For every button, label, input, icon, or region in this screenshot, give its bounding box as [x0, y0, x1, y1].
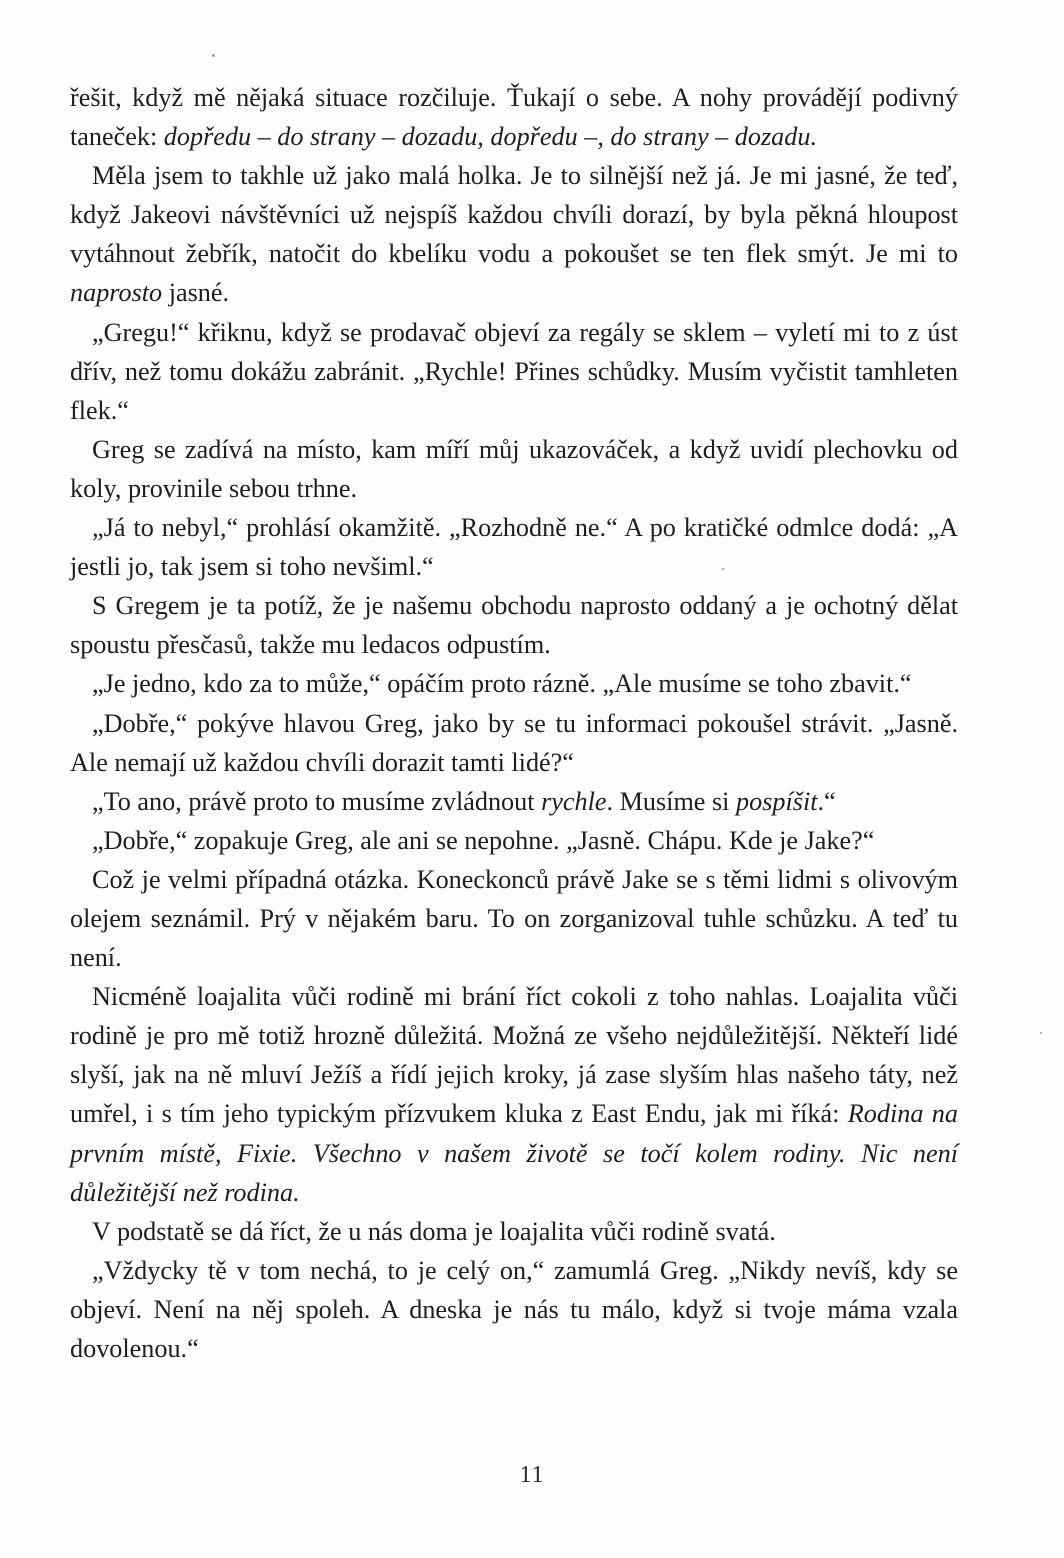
- text-run: „Já to nebyl,“ prohlásí okamžitě. „Rozhodně ne.“ A po kratičké odmlce dodá: „A jestli jo, tak jsem si toho nevšiml.“: [70, 513, 958, 582]
- text-run: „Gregu!“ křiknu, když se prodavač objeví za regály se sklem – vyletí mi to z úst dřív, než tomu dokážu zabránit. „Rychle! Přines schůdky. Musím vyčistit tamhleten flek.“: [70, 317, 958, 425]
- paragraph: [70, 1212, 958, 1251]
- paragraph: [70, 782, 958, 821]
- text-run: .“: [817, 786, 836, 816]
- paragraph: [70, 430, 958, 508]
- paragraph: [70, 508, 958, 586]
- paragraph: [70, 821, 958, 860]
- italic-text: Rodina na prvním místě, Fixie. Všechno v našem životě se točí kolem rodiny. Nic není důležitější než rodina.: [70, 1099, 958, 1207]
- paragraph: [70, 860, 958, 977]
- text-run: Nicméně loajalita vůči rodině mi brání říct cokoli z toho nahlas. Loajalita vůči rodině je pro mě totiž hrozně důležitá. Možná ze všeho nejdůležitější. Někteří lidé slyší, jak na ně mluví Ježíš a řídí jejich kroky, já zase slyším hlas našeho táty, než umřel, i s tím jeho typickým přízvukem kluka z East Endu, jak mi říká:: [70, 982, 958, 1129]
- text-run: S Gregem je ta potíž, že je našemu obchodu naprosto oddaný a je ochotný dělat spoustu přesčasů, takže mu ledacos odpustím.: [70, 591, 958, 660]
- text-run: V podstatě se dá říct, že u nás doma je loajalita vůči rodině svatá.: [92, 1216, 776, 1246]
- paragraph: [70, 313, 958, 430]
- paper-speck: [722, 568, 724, 570]
- text-run: jasné.: [162, 278, 230, 308]
- paragraph: [70, 586, 958, 664]
- text-run: „To ano, právě proto to musíme zvládnout: [92, 786, 542, 816]
- text-run: „Je jedno, kdo za to může,“ opáčím proto rázně. „Ale musíme se toho zbavit.“: [92, 669, 912, 699]
- text-run: Měla jsem to takhle už jako malá holka. Je to silnější než já. Je mi jasné, že teď, když Jakeovi návštěvníci už nejspíš každou chvíli dorazí, by byla pěkná hloupost vytáhnout žebřík, natočit do kbelíku vodu a pokoušet se ten flek smýt. Je mi to: [70, 161, 958, 269]
- body-text: [70, 78, 958, 1368]
- paragraph: [70, 156, 958, 312]
- paragraph: [70, 664, 958, 703]
- text-run: „Dobře,“ zopakuje Greg, ale ani se nepohne. „Jasně. Chápu. Kde je Jake?“: [92, 825, 875, 855]
- paragraph: [70, 704, 958, 782]
- text-run: . Musíme si: [606, 786, 736, 816]
- paragraph: [70, 78, 958, 156]
- paper-speck: [212, 54, 215, 57]
- italic-text: naprosto: [70, 278, 163, 308]
- text-run: Což je velmi případná otázka. Koneckonců právě Jake se s těmi lidmi s olivovým olejem seznámil. Prý v nějakém baru. To on zorganizoval tuhle schůzku. A teď tu není.: [70, 864, 958, 973]
- italic-text: rychle: [541, 786, 607, 816]
- paper-speck: [1040, 1032, 1042, 1034]
- page-number: 11: [519, 1462, 545, 1488]
- text-run: „Vždycky tě v tom nechá, to je celý on,“ zamumlá Greg. „Nikdy nevíš, kdy se objeví. Není na něj spoleh. A dneska je nás tu málo, když si tvoje máma vzala dovolenou.“: [70, 1255, 958, 1363]
- paragraph: [70, 1251, 958, 1368]
- italic-text: pospíšit: [736, 786, 818, 816]
- text-run: řešit, když mě nějaká situace rozčiluje. Ťukají o sebe. A nohy provádějí podivný taneček:: [70, 83, 958, 152]
- text-run: „Dobře,“ pokýve hlavou Greg, jako by se tu informaci pokoušel strávit. „Jasně. Ale nemají už každou chvíli dorazit tamti lidé?“: [70, 708, 958, 777]
- italic-text: dopředu – do strany – dozadu, dopředu –, do strany – dozadu.: [163, 122, 818, 152]
- paragraph: [70, 977, 958, 1212]
- text-run: Greg se zadívá na místo, kam míří můj ukazováček, a když uvidí plechovku od koly, provinile sebou trhne.: [70, 434, 958, 503]
